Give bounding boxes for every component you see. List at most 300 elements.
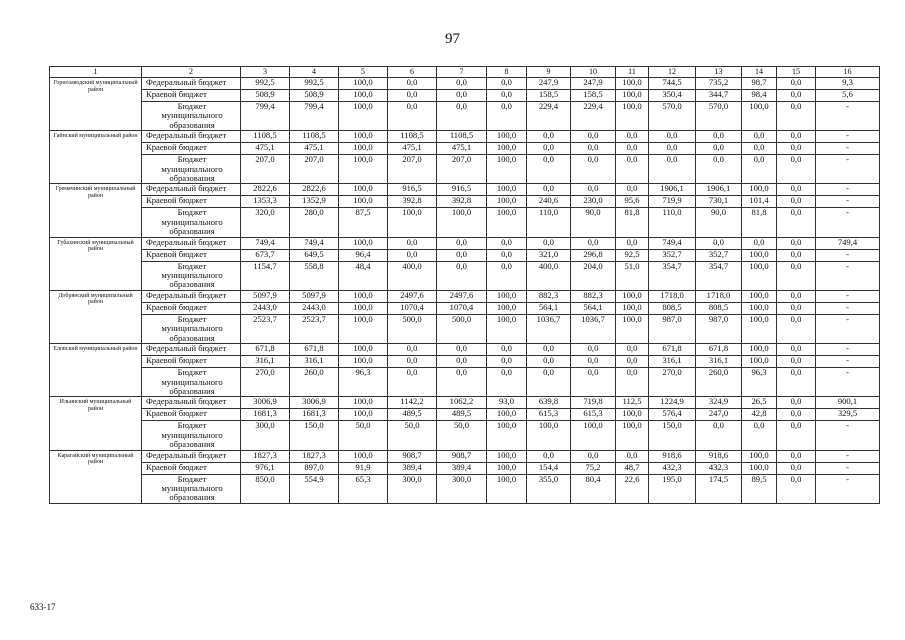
value-cell: 719,9 xyxy=(649,196,696,208)
value-cell: 92,5 xyxy=(616,249,649,261)
value-cell: 96,3 xyxy=(339,368,388,397)
value-cell: 100,0 xyxy=(742,356,777,368)
value-cell: 247,9 xyxy=(527,78,571,90)
value-cell: - xyxy=(816,302,880,314)
value-cell: 100,0 xyxy=(742,462,777,474)
value-cell: 0,0 xyxy=(777,356,816,368)
value-cell: 321,0 xyxy=(527,249,571,261)
value-cell: 0,0 xyxy=(487,261,527,290)
value-cell: 0,0 xyxy=(487,90,527,102)
header-cell: 4 xyxy=(290,67,339,78)
budget-source: Бюджет муниципального образования xyxy=(142,155,241,184)
value-cell: 0,0 xyxy=(777,102,816,131)
district-name: Горнозаводский муниципальный район xyxy=(50,78,142,131)
value-cell: 300,0 xyxy=(437,474,487,503)
district-name: Ильинский муниципальный район xyxy=(50,397,142,450)
table-row xyxy=(50,356,880,368)
value-cell: 0,0 xyxy=(616,131,649,143)
value-cell: 100,0 xyxy=(487,314,527,343)
budget-source: Федеральный бюджет xyxy=(142,397,241,409)
value-cell: 432,3 xyxy=(649,462,696,474)
value-cell: 0,0 xyxy=(777,131,816,143)
value-cell: 719,8 xyxy=(571,397,616,409)
value-cell: 87,5 xyxy=(339,208,388,237)
value-cell: 1681,3 xyxy=(290,409,339,421)
value-cell: 207,0 xyxy=(437,155,487,184)
value-cell: 329,5 xyxy=(816,409,880,421)
value-cell: 0,0 xyxy=(571,356,616,368)
table-row xyxy=(50,184,880,196)
value-cell: 100,0 xyxy=(487,131,527,143)
value-cell: 100,0 xyxy=(742,261,777,290)
budget-source: Краевой бюджет xyxy=(142,302,241,314)
table-row xyxy=(50,302,880,314)
value-cell: 1070,4 xyxy=(437,302,487,314)
value-cell: 0,0 xyxy=(777,261,816,290)
table-header-row xyxy=(50,67,880,78)
value-cell: 1108,5 xyxy=(437,131,487,143)
budget-source: Бюджет муниципального образования xyxy=(142,314,241,343)
value-cell: 100,0 xyxy=(616,290,649,302)
value-cell: 0,0 xyxy=(571,450,616,462)
value-cell: 749,4 xyxy=(241,237,290,249)
value-cell: 671,8 xyxy=(649,344,696,356)
value-cell: 0,0 xyxy=(571,143,616,155)
value-cell: 0,0 xyxy=(742,421,777,450)
value-cell: 0,0 xyxy=(437,237,487,249)
value-cell: 2822,6 xyxy=(241,184,290,196)
value-cell: 0,0 xyxy=(437,344,487,356)
value-cell: 0,0 xyxy=(616,184,649,196)
value-cell: 0,0 xyxy=(571,131,616,143)
value-cell: 280,0 xyxy=(290,208,339,237)
value-cell: 100,0 xyxy=(339,344,388,356)
value-cell: 432,3 xyxy=(696,462,742,474)
value-cell: - xyxy=(816,208,880,237)
value-cell: 992,5 xyxy=(241,78,290,90)
value-cell: - xyxy=(816,143,880,155)
value-cell: 0,0 xyxy=(616,368,649,397)
budget-source: Краевой бюджет xyxy=(142,196,241,208)
value-cell: 0,0 xyxy=(777,78,816,90)
value-cell: 100,0 xyxy=(616,409,649,421)
value-cell: 100,0 xyxy=(339,302,388,314)
value-cell: 0,0 xyxy=(742,143,777,155)
value-cell: 100,0 xyxy=(487,450,527,462)
value-cell: 100,0 xyxy=(487,462,527,474)
value-cell: 0,0 xyxy=(527,368,571,397)
value-cell: 0,0 xyxy=(616,356,649,368)
value-cell: 42,8 xyxy=(742,409,777,421)
value-cell: 352,7 xyxy=(696,249,742,261)
value-cell: - xyxy=(816,474,880,503)
value-cell: 0,0 xyxy=(742,131,777,143)
value-cell: 508,9 xyxy=(241,90,290,102)
value-cell: 0,0 xyxy=(571,368,616,397)
value-cell: 897,0 xyxy=(290,462,339,474)
value-cell: 90,0 xyxy=(696,208,742,237)
value-cell: 100,0 xyxy=(339,409,388,421)
footer-code: 633-17 xyxy=(30,602,56,612)
budget-source: Краевой бюджет xyxy=(142,356,241,368)
table-row xyxy=(50,290,880,302)
value-cell: 100,0 xyxy=(339,90,388,102)
value-cell: 240,6 xyxy=(527,196,571,208)
budget-source: Федеральный бюджет xyxy=(142,344,241,356)
value-cell: 389,4 xyxy=(388,462,437,474)
value-cell: 564,1 xyxy=(571,302,616,314)
value-cell: 400,0 xyxy=(388,261,437,290)
value-cell: 918,6 xyxy=(696,450,742,462)
value-cell: 0,0 xyxy=(696,143,742,155)
value-cell: 80,4 xyxy=(571,474,616,503)
value-cell: 5,6 xyxy=(816,90,880,102)
header-cell: 5 xyxy=(339,67,388,78)
value-cell: 0,0 xyxy=(696,155,742,184)
header-cell: 12 xyxy=(649,67,696,78)
value-cell: 229,4 xyxy=(527,102,571,131)
value-cell: 615,3 xyxy=(571,409,616,421)
value-cell: 0,0 xyxy=(487,102,527,131)
value-cell: 882,3 xyxy=(571,290,616,302)
value-cell: 100,0 xyxy=(616,302,649,314)
value-cell: 48,4 xyxy=(339,261,388,290)
table-row xyxy=(50,78,880,90)
value-cell: 908,7 xyxy=(388,450,437,462)
value-cell: 0,0 xyxy=(777,208,816,237)
value-cell: 296,8 xyxy=(571,249,616,261)
budget-source: Краевой бюджет xyxy=(142,462,241,474)
value-cell: 882,3 xyxy=(527,290,571,302)
value-cell: 0,0 xyxy=(777,90,816,102)
value-cell: 100,0 xyxy=(388,208,437,237)
value-cell: 508,9 xyxy=(290,90,339,102)
value-cell: 475,1 xyxy=(290,143,339,155)
value-cell: 1352,9 xyxy=(290,196,339,208)
value-cell: 270,0 xyxy=(241,368,290,397)
value-cell: 2497,6 xyxy=(388,290,437,302)
value-cell: 2822,6 xyxy=(290,184,339,196)
value-cell: 110,0 xyxy=(649,208,696,237)
value-cell: 50,0 xyxy=(437,421,487,450)
value-cell: 0,0 xyxy=(616,237,649,249)
value-cell: 100,0 xyxy=(339,397,388,409)
value-cell: 98,4 xyxy=(742,90,777,102)
budget-source: Бюджет муниципального образования xyxy=(142,102,241,131)
value-cell: 0,0 xyxy=(388,90,437,102)
value-cell: 0,0 xyxy=(696,421,742,450)
value-cell: 475,1 xyxy=(241,143,290,155)
value-cell: 0,0 xyxy=(777,302,816,314)
value-cell: 1906,1 xyxy=(649,184,696,196)
table-row xyxy=(50,421,880,450)
value-cell: 564,1 xyxy=(527,302,571,314)
value-cell: 0,0 xyxy=(649,131,696,143)
value-cell: 100,0 xyxy=(339,290,388,302)
value-cell: - xyxy=(816,314,880,343)
district-name: Еловский муниципальный район xyxy=(50,344,142,397)
value-cell: 91,9 xyxy=(339,462,388,474)
value-cell: 5097,9 xyxy=(290,290,339,302)
value-cell: 207,0 xyxy=(290,155,339,184)
value-cell: 673,7 xyxy=(241,249,290,261)
budget-source: Краевой бюджет xyxy=(142,409,241,421)
header-cell: 7 xyxy=(437,67,487,78)
value-cell: 300,0 xyxy=(241,421,290,450)
value-cell: 0,0 xyxy=(777,314,816,343)
value-cell: 0,0 xyxy=(616,155,649,184)
value-cell: 100,0 xyxy=(742,102,777,131)
value-cell: 150,0 xyxy=(649,421,696,450)
value-cell: 81,8 xyxy=(616,208,649,237)
value-cell: - xyxy=(816,356,880,368)
value-cell: 2523,7 xyxy=(290,314,339,343)
value-cell: 0,0 xyxy=(527,450,571,462)
value-cell: - xyxy=(816,344,880,356)
value-cell: - xyxy=(816,131,880,143)
table-body xyxy=(50,67,880,504)
value-cell: 570,0 xyxy=(649,102,696,131)
value-cell: 270,0 xyxy=(649,368,696,397)
value-cell: 0,0 xyxy=(777,237,816,249)
value-cell: 100,0 xyxy=(742,344,777,356)
value-cell: 615,3 xyxy=(527,409,571,421)
value-cell: 389,4 xyxy=(437,462,487,474)
value-cell: 730,1 xyxy=(696,196,742,208)
value-cell: 0,0 xyxy=(437,368,487,397)
value-cell: 100,0 xyxy=(437,208,487,237)
table-row xyxy=(50,249,880,261)
value-cell: 808,5 xyxy=(649,302,696,314)
value-cell: 0,0 xyxy=(388,368,437,397)
value-cell: 0,0 xyxy=(742,237,777,249)
value-cell: 1108,5 xyxy=(241,131,290,143)
value-cell: 0,0 xyxy=(527,356,571,368)
value-cell: 0,0 xyxy=(777,421,816,450)
header-cell: 9 xyxy=(527,67,571,78)
value-cell: 554,9 xyxy=(290,474,339,503)
value-cell: 0,0 xyxy=(777,474,816,503)
value-cell: 1142,2 xyxy=(388,397,437,409)
value-cell: 0,0 xyxy=(487,344,527,356)
value-cell: 1718,0 xyxy=(649,290,696,302)
value-cell: 100,0 xyxy=(339,102,388,131)
value-cell: 100,0 xyxy=(487,155,527,184)
value-cell: 0,0 xyxy=(571,184,616,196)
table-row xyxy=(50,90,880,102)
value-cell: 1224,9 xyxy=(649,397,696,409)
budget-source: Федеральный бюджет xyxy=(142,131,241,143)
value-cell: 110,0 xyxy=(527,208,571,237)
value-cell: - xyxy=(816,368,880,397)
value-cell: 26,5 xyxy=(742,397,777,409)
value-cell: 0,0 xyxy=(742,155,777,184)
value-cell: 316,1 xyxy=(290,356,339,368)
value-cell: 100,0 xyxy=(742,249,777,261)
value-cell: 0,0 xyxy=(388,249,437,261)
budget-source: Бюджет муниципального образования xyxy=(142,474,241,503)
value-cell: 5097,9 xyxy=(241,290,290,302)
value-cell: 81,8 xyxy=(742,208,777,237)
table-row xyxy=(50,450,880,462)
value-cell: 48,7 xyxy=(616,462,649,474)
value-cell: 207,0 xyxy=(241,155,290,184)
value-cell: 100,0 xyxy=(487,208,527,237)
district-name: Гремячинский муниципальный район xyxy=(50,184,142,237)
value-cell: 992,5 xyxy=(290,78,339,90)
value-cell: 100,0 xyxy=(339,450,388,462)
value-cell: 0,0 xyxy=(388,102,437,131)
value-cell: 0,0 xyxy=(616,143,649,155)
header-cell: 16 xyxy=(816,67,880,78)
value-cell: - xyxy=(816,196,880,208)
value-cell: 0,0 xyxy=(527,143,571,155)
value-cell: 1681,3 xyxy=(241,409,290,421)
value-cell: - xyxy=(816,184,880,196)
table-row xyxy=(50,102,880,131)
value-cell: 0,0 xyxy=(487,368,527,397)
value-cell: 355,0 xyxy=(527,474,571,503)
header-cell: 6 xyxy=(388,67,437,78)
value-cell: 207,0 xyxy=(388,155,437,184)
value-cell: 0,0 xyxy=(437,261,487,290)
value-cell: 100,0 xyxy=(339,184,388,196)
value-cell: 316,1 xyxy=(241,356,290,368)
value-cell: 671,8 xyxy=(241,344,290,356)
budget-source: Краевой бюджет xyxy=(142,143,241,155)
value-cell: 354,7 xyxy=(649,261,696,290)
value-cell: 0,0 xyxy=(616,450,649,462)
value-cell: 100,0 xyxy=(339,196,388,208)
value-cell: 799,4 xyxy=(241,102,290,131)
value-cell: 0,0 xyxy=(777,397,816,409)
district-name: Губахинский муниципальный район xyxy=(50,237,142,290)
value-cell: 0,0 xyxy=(527,237,571,249)
value-cell: 0,0 xyxy=(649,155,696,184)
value-cell: 100,0 xyxy=(616,90,649,102)
value-cell: 0,0 xyxy=(777,196,816,208)
value-cell: 9,3 xyxy=(816,78,880,90)
value-cell: 916,5 xyxy=(437,184,487,196)
value-cell: 900,1 xyxy=(816,397,880,409)
table-row xyxy=(50,196,880,208)
value-cell: - xyxy=(816,290,880,302)
value-cell: 100,0 xyxy=(339,155,388,184)
value-cell: 90,0 xyxy=(571,208,616,237)
header-cell: 1 xyxy=(50,67,142,78)
value-cell: 1036,7 xyxy=(527,314,571,343)
value-cell: 100,0 xyxy=(487,409,527,421)
value-cell: 0,0 xyxy=(388,344,437,356)
value-cell: 918,6 xyxy=(649,450,696,462)
value-cell: 247,9 xyxy=(571,78,616,90)
value-cell: 976,1 xyxy=(241,462,290,474)
value-cell: 0,0 xyxy=(777,290,816,302)
value-cell: 260,0 xyxy=(696,368,742,397)
value-cell: 0,0 xyxy=(527,131,571,143)
value-cell: 100,0 xyxy=(487,184,527,196)
value-cell: 0,0 xyxy=(527,155,571,184)
budget-source: Краевой бюджет xyxy=(142,249,241,261)
value-cell: 51,0 xyxy=(616,261,649,290)
value-cell: 1036,7 xyxy=(571,314,616,343)
value-cell: 204,0 xyxy=(571,261,616,290)
value-cell: 100,0 xyxy=(616,421,649,450)
value-cell: 100,0 xyxy=(487,290,527,302)
value-cell: 570,0 xyxy=(696,102,742,131)
table-row xyxy=(50,474,880,503)
value-cell: 100,0 xyxy=(487,143,527,155)
header-cell: 3 xyxy=(241,67,290,78)
value-cell: 475,1 xyxy=(388,143,437,155)
page-number: 97 xyxy=(445,31,460,47)
value-cell: 100,0 xyxy=(616,314,649,343)
value-cell: 0,0 xyxy=(487,237,527,249)
value-cell: 154,4 xyxy=(527,462,571,474)
table-row xyxy=(50,208,880,237)
value-cell: 0,0 xyxy=(777,249,816,261)
district-name: Карагайский муниципальный район xyxy=(50,450,142,503)
value-cell: 344,7 xyxy=(696,90,742,102)
value-cell: 100,0 xyxy=(487,474,527,503)
value-cell: 0,0 xyxy=(487,249,527,261)
value-cell: 100,0 xyxy=(742,450,777,462)
value-cell: 0,0 xyxy=(777,409,816,421)
value-cell: 1906,1 xyxy=(696,184,742,196)
value-cell: 0,0 xyxy=(777,344,816,356)
value-cell: 735,2 xyxy=(696,78,742,90)
value-cell: 1062,2 xyxy=(437,397,487,409)
value-cell: 100,0 xyxy=(487,196,527,208)
budget-source: Федеральный бюджет xyxy=(142,290,241,302)
value-cell: 100,0 xyxy=(616,102,649,131)
table-row xyxy=(50,344,880,356)
value-cell: 0,0 xyxy=(437,90,487,102)
value-cell: 100,0 xyxy=(339,314,388,343)
value-cell: 749,4 xyxy=(290,237,339,249)
value-cell: 0,0 xyxy=(437,249,487,261)
value-cell: 100,0 xyxy=(339,143,388,155)
value-cell: 150,0 xyxy=(290,421,339,450)
value-cell: 100,0 xyxy=(571,421,616,450)
value-cell: 1827,3 xyxy=(241,450,290,462)
value-cell: 850,0 xyxy=(241,474,290,503)
budget-source: Бюджет муниципального образования xyxy=(142,261,241,290)
value-cell: - xyxy=(816,421,880,450)
value-cell: 987,0 xyxy=(649,314,696,343)
value-cell: 744,5 xyxy=(649,78,696,90)
value-cell: 100,0 xyxy=(742,290,777,302)
value-cell: 100,0 xyxy=(527,421,571,450)
value-cell: 0,0 xyxy=(777,368,816,397)
budget-source: Бюджет муниципального образования xyxy=(142,421,241,450)
header-cell: 11 xyxy=(616,67,649,78)
value-cell: 100,0 xyxy=(487,302,527,314)
value-cell: - xyxy=(816,249,880,261)
value-cell: 50,0 xyxy=(388,421,437,450)
value-cell: 400,0 xyxy=(527,261,571,290)
value-cell: 1718,0 xyxy=(696,290,742,302)
value-cell: 392,8 xyxy=(388,196,437,208)
table-row xyxy=(50,155,880,184)
value-cell: 100,0 xyxy=(339,356,388,368)
value-cell: 316,1 xyxy=(696,356,742,368)
value-cell: - xyxy=(816,102,880,131)
value-cell: 247,0 xyxy=(696,409,742,421)
value-cell: 350,4 xyxy=(649,90,696,102)
table-row xyxy=(50,143,880,155)
value-cell: 230,0 xyxy=(571,196,616,208)
